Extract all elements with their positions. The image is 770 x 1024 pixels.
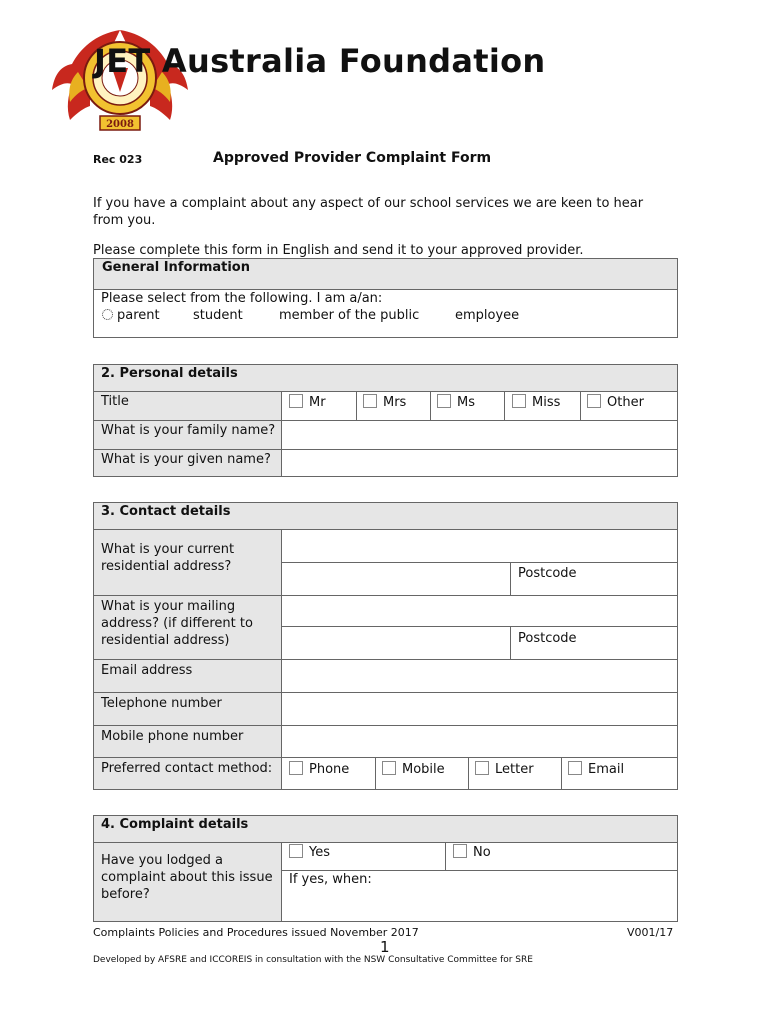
- mailing-postcode-label[interactable]: Postcode: [518, 631, 577, 646]
- checkbox-icon: [382, 761, 396, 775]
- svg-text:2008: 2008: [106, 119, 134, 130]
- title-option-mr[interactable]: Mr: [289, 394, 326, 410]
- email-field[interactable]: [282, 660, 677, 692]
- mailing-address-line1[interactable]: [282, 596, 677, 626]
- checkbox-icon: [587, 394, 601, 408]
- option-student[interactable]: student: [193, 308, 243, 323]
- record-code: Rec 023: [93, 153, 143, 166]
- complaint-details-table: [93, 815, 678, 922]
- instructions-paragraph: Please complete this form in English and send it to your approved provider.: [93, 243, 584, 258]
- contact-details-table: [93, 502, 678, 790]
- contact-method-letter[interactable]: Letter: [475, 761, 534, 777]
- mailing-address-label: What is your mailing address? (if different to residential address): [101, 599, 253, 648]
- residential-address-line2[interactable]: [282, 563, 510, 595]
- telephone-label: Telephone number: [101, 696, 222, 711]
- option-member-of-public[interactable]: member of the public: [279, 308, 420, 323]
- title-option-ms[interactable]: Ms: [437, 394, 475, 410]
- general-info-body: [93, 289, 678, 338]
- title-option-mrs[interactable]: Mrs: [363, 394, 406, 410]
- checkbox-icon: [453, 844, 467, 858]
- checkbox-icon: [289, 394, 303, 408]
- form-title: Approved Provider Complaint Form: [213, 150, 492, 166]
- preferred-contact-label: Preferred contact method:: [101, 761, 273, 776]
- title-option-other[interactable]: Other: [587, 394, 644, 410]
- footer-version: V001/17: [627, 926, 674, 939]
- checkbox-icon: [475, 761, 489, 775]
- family-name-label: What is your family name?: [101, 423, 276, 438]
- option-parent[interactable]: parent: [102, 308, 160, 323]
- checkbox-icon: [568, 761, 582, 775]
- organization-name: JET Australia Foundation: [94, 42, 546, 80]
- general-info-heading: General Information: [102, 260, 250, 275]
- personal-details-heading: 2. Personal details: [101, 366, 238, 381]
- residential-address-line1[interactable]: [282, 530, 677, 562]
- email-label: Email address: [101, 663, 193, 678]
- lodged-yes-option[interactable]: Yes: [289, 844, 330, 860]
- lodged-no-option[interactable]: No: [453, 844, 491, 860]
- footer-developed-by: Developed by AFSRE and ICCOREIS in consultation with the NSW Consultative Committee for SRE: [93, 955, 533, 965]
- if-yes-when-label: If yes, when:: [289, 872, 372, 887]
- contact-details-heading: 3. Contact details: [101, 504, 231, 519]
- complaint-details-heading: 4. Complaint details: [101, 817, 249, 832]
- mobile-phone-label: Mobile phone number: [101, 729, 244, 744]
- contact-method-mobile[interactable]: Mobile: [382, 761, 445, 777]
- general-info-header: [93, 258, 678, 290]
- if-yes-when-field[interactable]: [384, 871, 677, 922]
- telephone-field[interactable]: [282, 693, 677, 725]
- personal-details-table: [93, 364, 678, 477]
- mailing-address-line2[interactable]: [282, 627, 510, 659]
- checkbox-icon: [512, 394, 526, 408]
- checkbox-icon: [437, 394, 451, 408]
- mobile-phone-field[interactable]: [282, 726, 677, 757]
- footer-policy-text: Complaints Policies and Procedures issued November 2017: [93, 926, 419, 939]
- title-label: Title: [101, 394, 129, 409]
- intro-paragraph: If you have a complaint about any aspect of our school services we are keen to hear from you.: [93, 196, 644, 228]
- checkbox-icon: [363, 394, 377, 408]
- given-name-label: What is your given name?: [101, 452, 271, 467]
- family-name-field[interactable]: [282, 421, 677, 449]
- lodged-before-label: Have you lodged a complaint about this issue before?: [101, 853, 273, 902]
- title-option-miss[interactable]: Miss: [512, 394, 560, 410]
- checkbox-icon: [289, 761, 303, 775]
- contact-method-email[interactable]: Email: [568, 761, 624, 777]
- residential-address-label: What is your current residential address?: [101, 542, 235, 574]
- checkbox-icon: [289, 844, 303, 858]
- given-name-field[interactable]: [282, 450, 677, 477]
- option-employee[interactable]: employee: [455, 308, 520, 323]
- contact-method-phone[interactable]: Phone: [289, 761, 349, 777]
- page-number: 1: [380, 938, 390, 956]
- radio-icon: [102, 309, 113, 320]
- general-info-prompt: Please select from the following. I am a/an:: [101, 291, 383, 306]
- residential-postcode-label[interactable]: Postcode: [518, 566, 577, 581]
